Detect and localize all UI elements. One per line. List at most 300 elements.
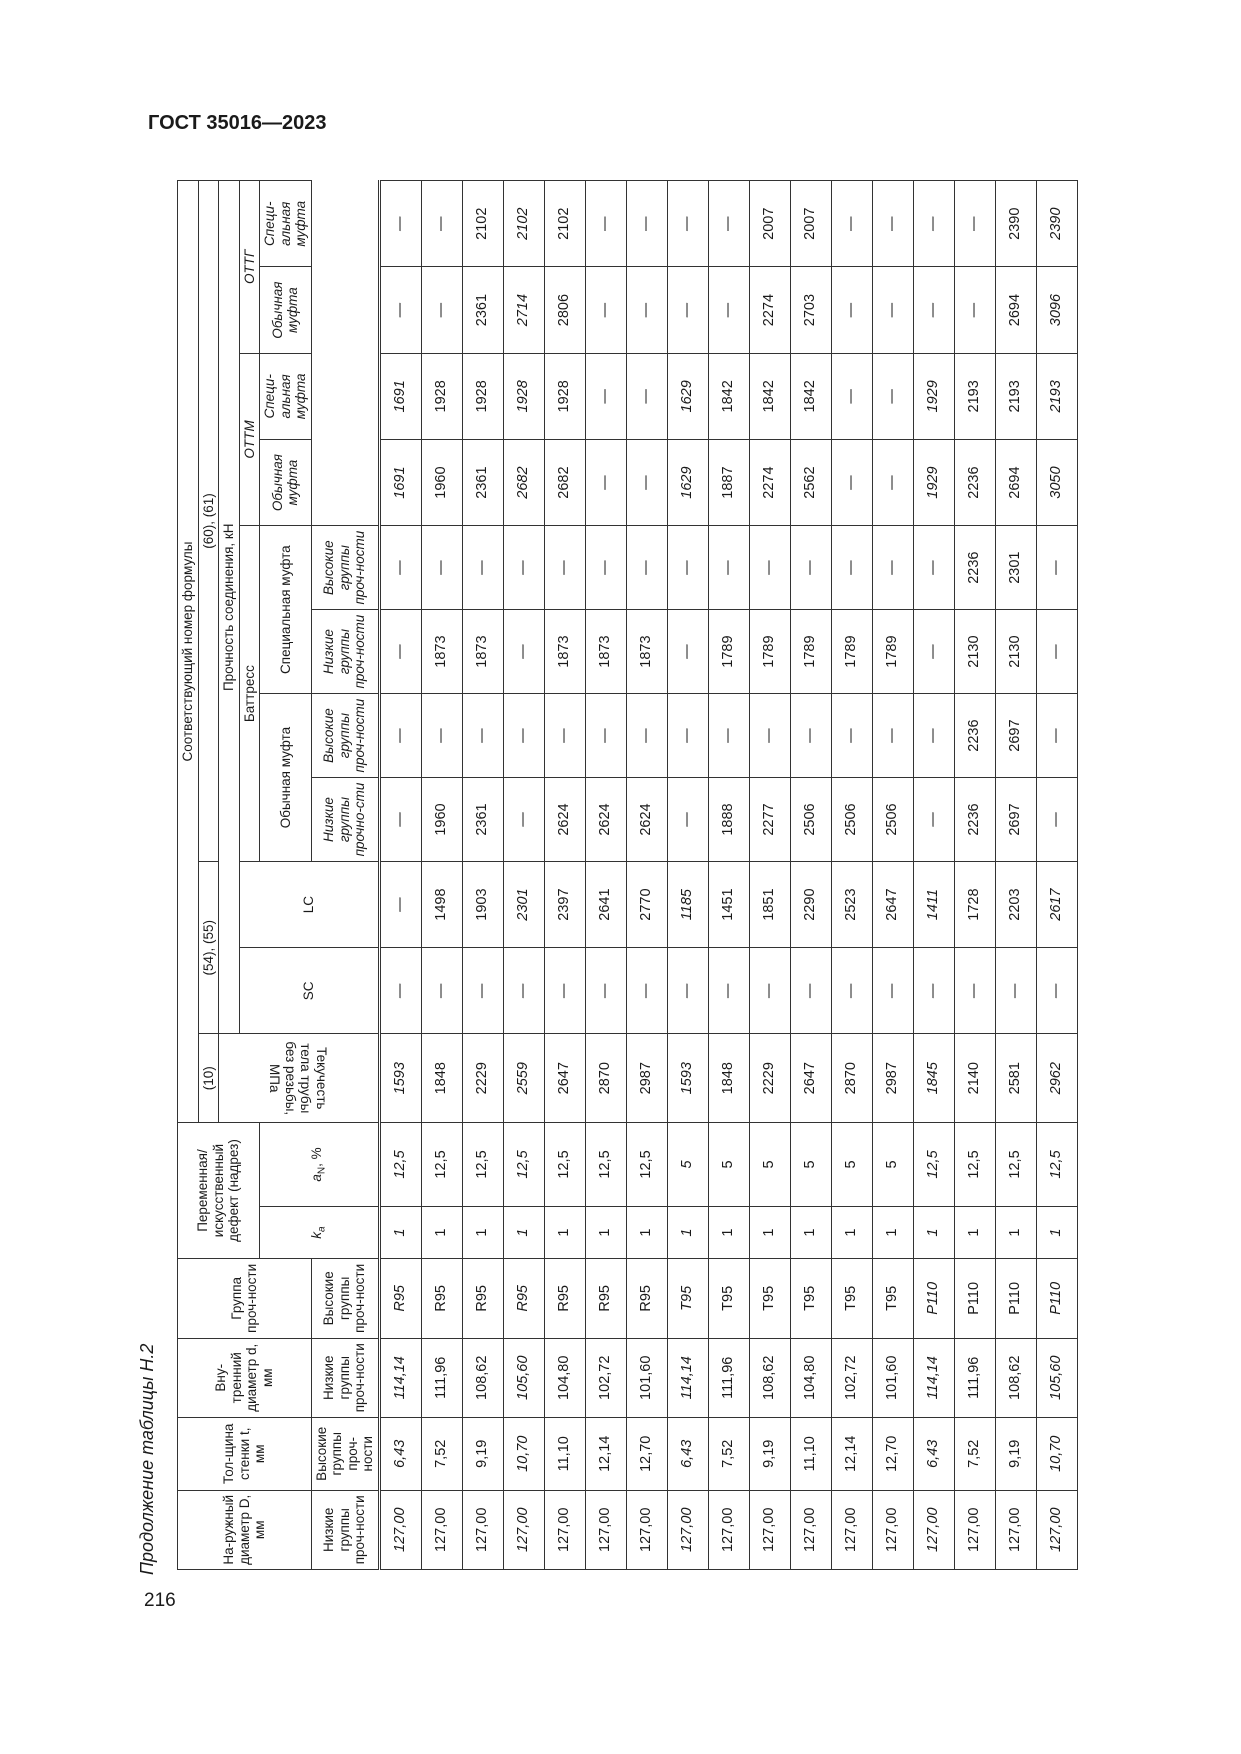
cell-btr-sp-low: 1789 <box>708 610 749 694</box>
cell-an: 12,5 <box>995 1122 1036 1206</box>
cell-yield: 1845 <box>913 1034 954 1123</box>
cell-D: 127,00 <box>913 1490 954 1569</box>
cell-ka: 1 <box>872 1206 913 1258</box>
cell-yield: 2647 <box>790 1034 831 1123</box>
cell-ottm-sp: 1928 <box>462 353 503 439</box>
header-ottm-low: Низкие группы прочно-сти <box>311 778 379 862</box>
cell-ottm-sp: 1928 <box>503 353 544 439</box>
cell-sc: — <box>790 948 831 1034</box>
cell-ottm-sp: — <box>872 353 913 439</box>
cell-ka: 1 <box>831 1206 872 1258</box>
header-joint-strength: Прочность соединения, кН <box>219 181 240 1034</box>
cell-btr-reg-low: — <box>379 778 421 862</box>
cell-btr-reg-low: 2624 <box>626 778 667 862</box>
header-ottm-high: Высокие группы проч-ности <box>311 694 379 778</box>
cell-lc: 2617 <box>1036 862 1077 948</box>
cell-btr-sp-low: 1873 <box>585 610 626 694</box>
cell-ottm-sp: 2193 <box>1036 353 1077 439</box>
header-ottg-special: Специ-альная муфта <box>260 181 312 267</box>
cell-D: 127,00 <box>831 1490 872 1569</box>
cell-ottm-reg: 1691 <box>379 439 421 525</box>
cell-d: 114,14 <box>913 1338 954 1417</box>
cell-ka: 1 <box>585 1206 626 1258</box>
table-row <box>667 181 708 1570</box>
cell-yield: 1848 <box>708 1034 749 1123</box>
cell-btr-reg-high: — <box>503 694 544 778</box>
cell-t: 9,19 <box>749 1417 790 1490</box>
cell-an: 5 <box>708 1122 749 1206</box>
cell-ottg-sp: — <box>626 181 667 267</box>
an-unit: , % <box>309 1147 325 1167</box>
cell-ottm-reg: 2274 <box>749 439 790 525</box>
cell-an: 12,5 <box>379 1122 421 1206</box>
cell-t: 12,14 <box>831 1417 872 1490</box>
cell-lc: 1903 <box>462 862 503 948</box>
cell-yield: 2962 <box>1036 1034 1077 1123</box>
cell-group: T95 <box>708 1259 749 1338</box>
cell-lc: 2203 <box>995 862 1036 948</box>
cell-btr-reg-high: — <box>1036 694 1077 778</box>
cell-btr-sp-high: — <box>667 526 708 610</box>
cell-btr-reg-high: — <box>872 694 913 778</box>
cell-btr-sp-high: — <box>831 526 872 610</box>
header-defect: Переменная/ искусственный дефект (надрез) <box>178 1122 260 1258</box>
table-body <box>379 181 1077 1570</box>
cell-ottm-reg: 1887 <box>708 439 749 525</box>
cell-ottm-reg: — <box>872 439 913 525</box>
cell-sc: — <box>585 948 626 1034</box>
cell-btr-reg-high: — <box>421 694 462 778</box>
cell-btr-sp-high: — <box>708 526 749 610</box>
cell-ottg-reg: 2714 <box>503 267 544 353</box>
cell-ka: 1 <box>544 1206 585 1258</box>
cell-ottm-sp: 2193 <box>995 353 1036 439</box>
table-row <box>790 181 831 1570</box>
cell-an: 5 <box>667 1122 708 1206</box>
cell-lc: 1411 <box>913 862 954 948</box>
cell-D: 127,00 <box>462 1490 503 1569</box>
table-row <box>379 181 421 1570</box>
cell-t: 10,70 <box>503 1417 544 1490</box>
header-btr-special: Специальная муфта <box>260 526 312 694</box>
cell-d: 101,60 <box>626 1338 667 1417</box>
cell-ottg-sp: 2390 <box>1036 181 1077 267</box>
cell-btr-reg-low: 2624 <box>544 778 585 862</box>
cell-lc: 2647 <box>872 862 913 948</box>
cell-an: 5 <box>872 1122 913 1206</box>
cell-yield: 2140 <box>954 1034 995 1123</box>
cell-btr-sp-high: — <box>462 526 503 610</box>
cell-ottg-sp: — <box>872 181 913 267</box>
cell-ottm-reg: 2361 <box>462 439 503 525</box>
cell-lc: 1498 <box>421 862 462 948</box>
header-ottm-regular: Обычная муфта <box>260 439 312 525</box>
cell-ottm-reg: — <box>831 439 872 525</box>
cell-lc: 1728 <box>954 862 995 948</box>
cell-ottm-sp: — <box>585 353 626 439</box>
cell-btr-sp-low: 1873 <box>626 610 667 694</box>
cell-btr-reg-low: 2236 <box>954 778 995 862</box>
cell-ottm-reg: — <box>585 439 626 525</box>
cell-ottm-sp: 1928 <box>421 353 462 439</box>
cell-ottm-reg: 2236 <box>954 439 995 525</box>
cell-sc: — <box>544 948 585 1034</box>
header-btr-reg-high: Высокие группы проч-ности <box>311 1417 379 1490</box>
cell-ottg-sp: — <box>585 181 626 267</box>
cell-ka: 1 <box>626 1206 667 1258</box>
cell-btr-reg-high: — <box>749 694 790 778</box>
cell-an: 12,5 <box>462 1122 503 1206</box>
cell-ottm-sp: 1691 <box>379 353 421 439</box>
an-symbol: a <box>309 1174 325 1182</box>
cell-lc: 2523 <box>831 862 872 948</box>
cell-ka: 1 <box>503 1206 544 1258</box>
cell-btr-sp-low: 1873 <box>544 610 585 694</box>
cell-an: 5 <box>790 1122 831 1206</box>
cell-d: 111,96 <box>954 1338 995 1417</box>
cell-sc: — <box>995 948 1036 1034</box>
document-header: ГОСТ 35016—2023 <box>148 112 327 134</box>
cell-ottg-reg: 2274 <box>749 267 790 353</box>
cell-btr-reg-low: 2506 <box>790 778 831 862</box>
cell-ottm-reg: 2682 <box>544 439 585 525</box>
cell-ka: 1 <box>379 1206 421 1258</box>
header-ka <box>260 1206 380 1258</box>
cell-btr-sp-low: — <box>667 610 708 694</box>
table-row <box>872 181 913 1570</box>
table-row <box>954 181 995 1570</box>
cell-btr-reg-low: — <box>1036 778 1077 862</box>
cell-D: 127,00 <box>790 1490 831 1569</box>
cell-group: T95 <box>790 1259 831 1338</box>
cell-sc: — <box>379 948 421 1034</box>
cell-d: 101,60 <box>872 1338 913 1417</box>
cell-group: R95 <box>379 1259 421 1338</box>
cell-sc: — <box>667 948 708 1034</box>
cell-D: 127,00 <box>995 1490 1036 1569</box>
cell-ottg-reg: 3096 <box>1036 267 1077 353</box>
cell-group: R95 <box>585 1259 626 1338</box>
cell-sc: — <box>421 948 462 1034</box>
cell-ottm-sp: 1842 <box>749 353 790 439</box>
cell-btr-reg-low: 2506 <box>872 778 913 862</box>
cell-yield: 2870 <box>585 1034 626 1123</box>
cell-D: 127,00 <box>872 1490 913 1569</box>
header-pipe-yield <box>219 1034 380 1123</box>
pipe-yield-text: Текучесть тела трубы без резьбы, МПа <box>267 1041 330 1116</box>
cell-btr-reg-high: — <box>831 694 872 778</box>
header-formula-10: (10) <box>198 1034 219 1123</box>
an-subscript: N <box>316 1166 328 1175</box>
cell-ottg-sp: — <box>379 181 421 267</box>
table-row <box>462 181 503 1570</box>
cell-group: T95 <box>749 1259 790 1338</box>
cell-ottg-reg: — <box>379 267 421 353</box>
cell-d: 102,72 <box>585 1338 626 1417</box>
cell-btr-sp-low: 2130 <box>954 610 995 694</box>
cell-an: 12,5 <box>1036 1122 1077 1206</box>
cell-btr-sp-low: 1873 <box>462 610 503 694</box>
cell-lc: 1185 <box>667 862 708 948</box>
cell-group: R95 <box>544 1259 585 1338</box>
header-sc: SC <box>239 948 379 1034</box>
cell-yield: 1848 <box>421 1034 462 1123</box>
cell-d: 105,60 <box>1036 1338 1077 1417</box>
cell-btr-sp-high: — <box>749 526 790 610</box>
cell-ottg-reg: — <box>708 267 749 353</box>
cell-btr-reg-high: — <box>462 694 503 778</box>
cell-group: R95 <box>421 1259 462 1338</box>
cell-yield: 2229 <box>749 1034 790 1123</box>
cell-ottg-reg: — <box>585 267 626 353</box>
cell-lc: 2397 <box>544 862 585 948</box>
cell-sc: — <box>708 948 749 1034</box>
cell-ottg-sp: — <box>421 181 462 267</box>
cell-ottg-reg: — <box>872 267 913 353</box>
cell-lc: 2301 <box>503 862 544 948</box>
cell-btr-sp-low: 2130 <box>995 610 1036 694</box>
header-ottm: ОТТМ <box>239 353 260 525</box>
cell-lc: — <box>379 862 421 948</box>
cell-sc: — <box>913 948 954 1034</box>
cell-btr-sp-high: — <box>872 526 913 610</box>
cell-btr-sp-high: 2301 <box>995 526 1036 610</box>
cell-btr-reg-high: 2697 <box>995 694 1036 778</box>
cell-yield: 2987 <box>872 1034 913 1123</box>
cell-yield: 2581 <box>995 1034 1036 1123</box>
cell-btr-sp-low: — <box>1036 610 1077 694</box>
cell-an: 12,5 <box>421 1122 462 1206</box>
cell-ottm-sp: — <box>831 353 872 439</box>
cell-an: 12,5 <box>585 1122 626 1206</box>
cell-sc: — <box>626 948 667 1034</box>
cell-btr-reg-low: 1888 <box>708 778 749 862</box>
cell-ottg-sp: — <box>831 181 872 267</box>
cell-t: 9,19 <box>995 1417 1036 1490</box>
cell-sc: — <box>462 948 503 1034</box>
cell-t: 6,43 <box>913 1417 954 1490</box>
header-formula-54-55: (54), (55) <box>198 862 219 1034</box>
cell-group: P110 <box>995 1259 1036 1338</box>
cell-btr-reg-high: — <box>667 694 708 778</box>
cell-group: T95 <box>667 1259 708 1338</box>
header-btr-reg-low: Низкие группы проч-ности <box>311 1490 379 1569</box>
header-an <box>260 1122 380 1206</box>
cell-t: 6,43 <box>667 1417 708 1490</box>
cell-btr-sp-low: — <box>379 610 421 694</box>
cell-ka: 1 <box>790 1206 831 1258</box>
table-row <box>421 181 462 1570</box>
cell-btr-sp-high: — <box>913 526 954 610</box>
cell-btr-reg-low: — <box>503 778 544 862</box>
header-btr-sp-low: Низкие группы проч-ности <box>311 1338 379 1417</box>
cell-lc: 2290 <box>790 862 831 948</box>
cell-ottm-reg: 3050 <box>1036 439 1077 525</box>
cell-D: 127,00 <box>421 1490 462 1569</box>
cell-yield: 1593 <box>667 1034 708 1123</box>
cell-ottm-sp: 1629 <box>667 353 708 439</box>
cell-btr-sp-high: — <box>585 526 626 610</box>
cell-t: 9,19 <box>462 1417 503 1490</box>
header-outer-diameter: На-ружный диаметр D, мм <box>178 1490 312 1569</box>
cell-btr-reg-low: 2277 <box>749 778 790 862</box>
rotated-table-container <box>177 180 1078 1570</box>
cell-ottm-sp: 1842 <box>708 353 749 439</box>
cell-ka: 1 <box>749 1206 790 1258</box>
ka-symbol: k <box>309 1231 325 1239</box>
cell-ottm-reg: 2694 <box>995 439 1036 525</box>
cell-ottg-sp: 2390 <box>995 181 1036 267</box>
strength-table <box>177 180 1078 1570</box>
cell-ottg-reg: — <box>954 267 995 353</box>
cell-btr-reg-low: 2624 <box>585 778 626 862</box>
cell-ottg-sp: 2102 <box>544 181 585 267</box>
cell-an: 12,5 <box>626 1122 667 1206</box>
cell-d: 111,96 <box>708 1338 749 1417</box>
cell-ottg-sp: 2102 <box>462 181 503 267</box>
cell-btr-reg-low: 2506 <box>831 778 872 862</box>
table-row <box>708 181 749 1570</box>
cell-group: R95 <box>626 1259 667 1338</box>
header-ottm-special: Специ-альная муфта <box>260 353 312 439</box>
cell-yield: 2647 <box>544 1034 585 1123</box>
cell-lc: 1451 <box>708 862 749 948</box>
cell-D: 127,00 <box>708 1490 749 1569</box>
cell-ka: 1 <box>421 1206 462 1258</box>
cell-an: 12,5 <box>954 1122 995 1206</box>
cell-t: 12,70 <box>626 1417 667 1490</box>
cell-ottg-reg: — <box>913 267 954 353</box>
cell-btr-sp-high: — <box>790 526 831 610</box>
cell-group: P110 <box>954 1259 995 1338</box>
cell-ka: 1 <box>708 1206 749 1258</box>
cell-t: 7,52 <box>954 1417 995 1490</box>
cell-ottm-reg: 1629 <box>667 439 708 525</box>
table-caption: Продолжение таблицы Н.2 <box>137 1343 157 1575</box>
cell-ottm-sp: 2193 <box>954 353 995 439</box>
cell-btr-sp-low: 1789 <box>790 610 831 694</box>
cell-ottg-reg: 2361 <box>462 267 503 353</box>
cell-btr-sp-high: — <box>503 526 544 610</box>
cell-t: 7,52 <box>421 1417 462 1490</box>
header-inner-diameter: Вну-тренний диаметр d, мм <box>178 1338 312 1417</box>
header-btr-regular: Обычная муфта <box>260 694 312 862</box>
table-row <box>626 181 667 1570</box>
header-formula-60-61: (60), (61) <box>198 181 219 862</box>
cell-btr-reg-high: — <box>585 694 626 778</box>
cell-D: 127,00 <box>749 1490 790 1569</box>
cell-group: P110 <box>1036 1259 1077 1338</box>
cell-d: 104,80 <box>790 1338 831 1417</box>
cell-btr-sp-low: 1873 <box>421 610 462 694</box>
cell-ottg-reg: — <box>626 267 667 353</box>
cell-btr-reg-low: — <box>667 778 708 862</box>
cell-ottg-reg: — <box>421 267 462 353</box>
cell-ottg-reg: 2703 <box>790 267 831 353</box>
table-row <box>503 181 544 1570</box>
cell-d: 108,62 <box>462 1338 503 1417</box>
cell-btr-reg-high: 2236 <box>954 694 995 778</box>
cell-btr-reg-high: — <box>626 694 667 778</box>
cell-btr-reg-high: — <box>913 694 954 778</box>
cell-btr-reg-low: 1960 <box>421 778 462 862</box>
header-lc: LC <box>239 862 379 948</box>
cell-group: R95 <box>503 1259 544 1338</box>
cell-D: 127,00 <box>1036 1490 1077 1569</box>
cell-ottg-sp: — <box>913 181 954 267</box>
cell-an: 12,5 <box>913 1122 954 1206</box>
cell-ottg-sp: 2007 <box>790 181 831 267</box>
cell-btr-reg-high: — <box>790 694 831 778</box>
cell-D: 127,00 <box>626 1490 667 1569</box>
cell-ka: 1 <box>667 1206 708 1258</box>
cell-ottg-sp: 2102 <box>503 181 544 267</box>
cell-ottm-sp: 1929 <box>913 353 954 439</box>
cell-ottg-sp: — <box>954 181 995 267</box>
cell-d: 108,62 <box>995 1338 1036 1417</box>
table-row <box>544 181 585 1570</box>
cell-btr-sp-high: — <box>1036 526 1077 610</box>
cell-btr-sp-low: — <box>503 610 544 694</box>
cell-ottm-reg: 2682 <box>503 439 544 525</box>
cell-t: 6,43 <box>379 1417 421 1490</box>
cell-btr-reg-low: — <box>913 778 954 862</box>
table-row <box>749 181 790 1570</box>
table-row <box>913 181 954 1570</box>
cell-ottg-reg: 2694 <box>995 267 1036 353</box>
cell-ottm-sp: 1928 <box>544 353 585 439</box>
header-ottg-regular: Обычная муфта <box>260 267 312 353</box>
cell-btr-sp-high: — <box>544 526 585 610</box>
cell-d: 102,72 <box>831 1338 872 1417</box>
cell-ottm-reg: 1960 <box>421 439 462 525</box>
cell-D: 127,00 <box>544 1490 585 1569</box>
cell-ottm-reg: — <box>626 439 667 525</box>
cell-t: 11,10 <box>790 1417 831 1490</box>
cell-group: T95 <box>872 1259 913 1338</box>
cell-D: 127,00 <box>667 1490 708 1569</box>
cell-d: 114,14 <box>379 1338 421 1417</box>
cell-D: 127,00 <box>379 1490 421 1569</box>
ka-subscript: a <box>316 1226 328 1232</box>
cell-sc: — <box>831 948 872 1034</box>
cell-yield: 2987 <box>626 1034 667 1123</box>
cell-t: 10,70 <box>1036 1417 1077 1490</box>
cell-sc: — <box>872 948 913 1034</box>
cell-t: 7,52 <box>708 1417 749 1490</box>
cell-t: 11,10 <box>544 1417 585 1490</box>
cell-group: T95 <box>831 1259 872 1338</box>
cell-ottg-sp: — <box>667 181 708 267</box>
header-wall-thickness: Тол-щина стенки t, мм <box>178 1417 312 1490</box>
page-number: 216 <box>144 1590 176 1611</box>
table-row <box>585 181 626 1570</box>
cell-ka: 1 <box>913 1206 954 1258</box>
header-strength-group: Группа проч-ности <box>178 1259 312 1338</box>
cell-ottg-sp: — <box>708 181 749 267</box>
cell-yield: 2559 <box>503 1034 544 1123</box>
cell-d: 105,60 <box>503 1338 544 1417</box>
cell-ottm-sp: — <box>626 353 667 439</box>
table-row <box>1036 181 1077 1570</box>
cell-lc: 1851 <box>749 862 790 948</box>
cell-yield: 2229 <box>462 1034 503 1123</box>
cell-btr-reg-low: 2697 <box>995 778 1036 862</box>
cell-group: R95 <box>462 1259 503 1338</box>
cell-an: 12,5 <box>544 1122 585 1206</box>
cell-ka: 1 <box>995 1206 1036 1258</box>
cell-btr-sp-high: — <box>379 526 421 610</box>
